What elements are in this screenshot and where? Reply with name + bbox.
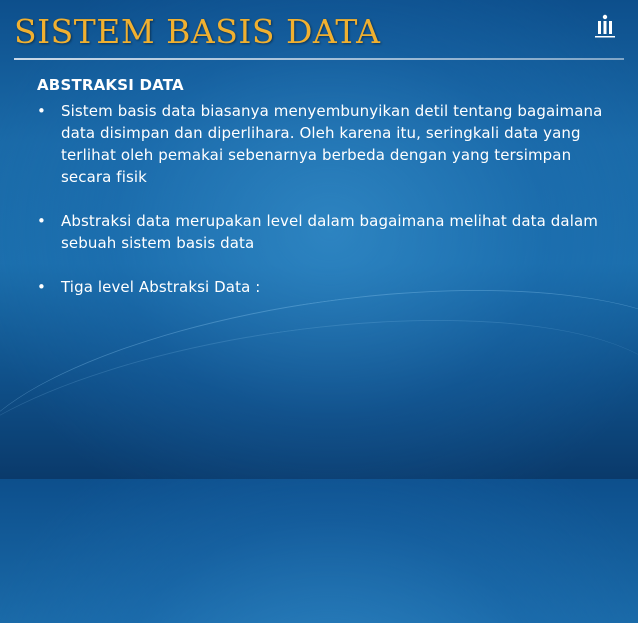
- bullet-dot-icon: •: [37, 102, 46, 120]
- bullet-text: Sistem basis data biasanya menyembunyikan detil tentang bagaimana data disimpan dan diperlihara. Oleh karena itu, seringkali data yang terlihat oleh pemakai sebenarnya berbeda dengan yang tersimpan secara fisik: [61, 102, 603, 186]
- list-item: [37, 100, 607, 188]
- building-columns-icon: [590, 12, 620, 42]
- bullet-text: Abstraksi data merupakan level dalam bagaimana melihat data dalam sebuah sistem basis data: [61, 212, 598, 252]
- slide-title: SISTEM BASIS DATA: [14, 12, 381, 51]
- bullet-dot-icon: •: [37, 278, 46, 296]
- list-item: [37, 276, 607, 298]
- section-heading: ABSTRAKSI DATA: [37, 76, 184, 94]
- bullet-list: [37, 100, 607, 298]
- list-item: [37, 210, 607, 254]
- background-swoosh: [0, 278, 638, 622]
- bullet-dot-icon: •: [37, 212, 46, 230]
- title-divider: [14, 58, 624, 60]
- slide-body: [37, 76, 607, 320]
- bullet-text: Tiga level Abstraksi Data :: [61, 278, 261, 296]
- slide-header: [0, 0, 638, 62]
